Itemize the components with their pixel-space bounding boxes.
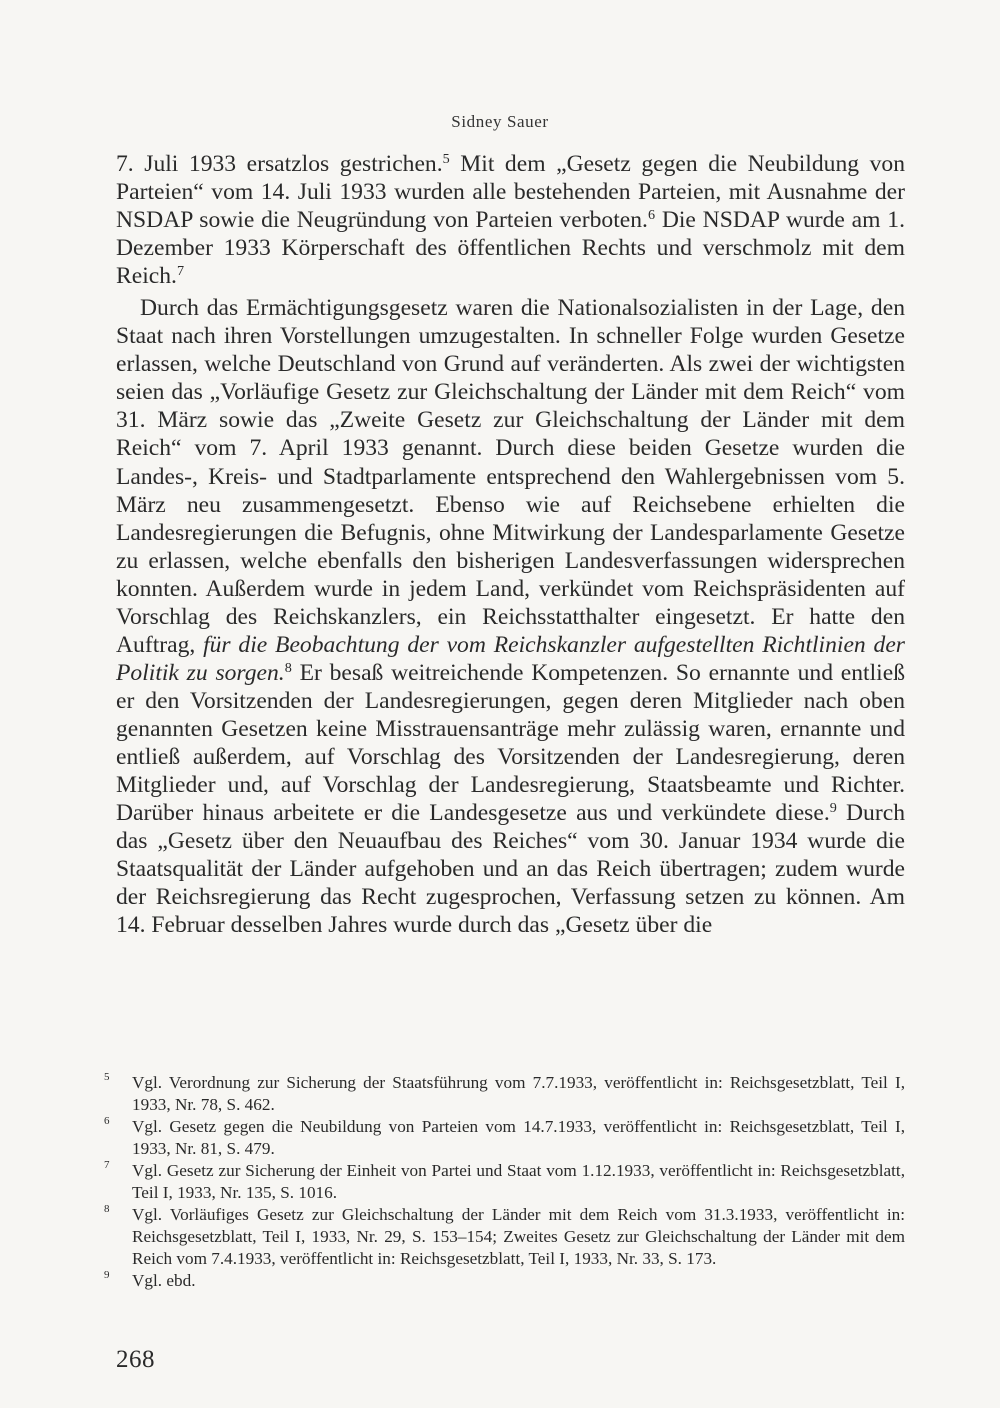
footnote-5 bbox=[104, 1072, 905, 1116]
p1-text-c: Die NSDAP wurde am 1. Dezember 1933 Körperschaft des öffentlichen Rechts und verschmolz mit dem Reich. bbox=[116, 207, 905, 290]
footnote-number: 8 bbox=[104, 1203, 110, 1215]
main-text bbox=[116, 150, 905, 939]
footnote-ref-6[interactable]: 6 bbox=[647, 207, 656, 224]
footnote-7 bbox=[104, 1160, 905, 1204]
footnotes bbox=[104, 1072, 905, 1292]
footnote-9 bbox=[104, 1270, 905, 1292]
footnote-number: 5 bbox=[104, 1071, 110, 1083]
p2-text-a: Durch das Ermächtigungsgesetz waren die Nationalsozialisten in der Lage, den Staat nach ihren Vorstellungen umzugestalten. In schneller Folge wurden Gesetze erlassen, welche Deutschland von Grund auf veränderten. Als zwei der wichtigsten seien das „Vorläufige Gesetz zur Gleichschaltung der Länder mit dem Reich“ vom 31. März sowie das „Zweite Gesetz zur Gleichschaltung der Länder mit dem Reich“ vom 7. April 1933 genannt. Durch diese beiden Gesetze wurden die Landes-, Kreis- und Stadtparlamente entsprechend den Wahlergebnissen vom 5. März neu zusammengesetzt. Ebenso wie auf Reichsebene erhielten die Landesregierungen die Befugnis, ohne Mitwirkung der Landesparlamente Gesetze zu erlassen, welche ebenfalls den bisherigen Landesverfassungen widersprechen konnten. Außerdem wurde in jedem Land, verkündet vom Reichspräsidenten auf Vorschlag des Reichskanzlers, ein Reichsstatthalter eingesetzt. Er hatte den Auftrag, bbox=[116, 295, 905, 658]
footnote-number: 6 bbox=[104, 1115, 110, 1127]
p2-italic-quote: für die Beobachtung der vom Reichskanzler aufgestellten Richtlinien der Politik zu sorgen. bbox=[116, 631, 905, 686]
footnote-ref-9[interactable]: 9 bbox=[829, 800, 837, 817]
paragraph-2 bbox=[116, 294, 905, 939]
running-header: Sidney Sauer bbox=[451, 112, 549, 131]
footnote-number: 9 bbox=[104, 1269, 110, 1281]
footnote-text: Vgl. Verordnung zur Sicherung der Staatsführung vom 7.7.1933, veröffentlicht in: Reichsgesetzblatt, Teil I, 1933, Nr. 78, S. 462. bbox=[132, 1073, 905, 1114]
footnote-text: Vgl. Gesetz gegen die Neubildung von Parteien vom 14.7.1933, veröffentlicht in: Reichsgesetzblatt, Teil I, 1933, Nr. 81, S. 479. bbox=[132, 1117, 905, 1158]
footnote-text: Vgl. Vorläufiges Gesetz zur Gleichschaltung der Länder mit dem Reich vom 31.3.1933, veröffentlicht in: Reichsgesetzblatt, Teil I, 1933, Nr. 29, S. 153–154; Zweites Gesetz zur Gleichschaltung der Länder mit dem Reich vom 7.4.1933, veröffentlicht in: Reichsgesetzblatt, Teil I, 1933, Nr. 33, S. 173. bbox=[132, 1205, 905, 1268]
footnote-ref-5[interactable]: 5 bbox=[442, 151, 450, 168]
footnote-ref-7[interactable]: 7 bbox=[176, 263, 185, 280]
footnote-8 bbox=[104, 1204, 905, 1270]
p2-text-b: Er besaß weitreichende Kompetenzen. So ernannte und entließ er den Vorsitzenden der Landesregierungen, gegen deren Mitglieder nach oben genannten Gesetzen keine Misstrauensanträge mehr zulässig waren, ernannte und entließ außerdem, auf Vorschlag des Vorsitzenden der Landesregierung, deren Mitglieder und, auf Vorschlag der Landesregierung, Staatsbeamte und Richter. Darüber hinaus arbeitete er die Landesgesetze aus und verkündete diese. bbox=[116, 659, 905, 827]
footnote-text: Vgl. Gesetz zur Sicherung der Einheit von Partei und Staat vom 1.12.1933, veröffentlicht in: Reichsgesetzblatt, Teil I, 1933, Nr. 135, S. 1016. bbox=[132, 1161, 905, 1202]
footnote-number: 7 bbox=[104, 1159, 110, 1171]
p2-text-c: Durch das „Gesetz über den Neuaufbau des Reiches“ vom 30. Januar 1934 wurde die Staatsqualität der Länder aufgehoben und an das Reich übertragen; zudem wurde der Reichsregierung das Recht zugesprochen, Verfassung setzen zu können. Am 14. Februar desselben Jahres wurde durch das „Gesetz über die bbox=[116, 800, 905, 939]
p1-text-b: Mit dem „Gesetz gegen die Neubildung von Parteien“ vom 14. Juli 1933 wurden alle bestehenden Parteien, mit Ausnahme der NSDAP sowie die Neugründung von Parteien verboten. bbox=[116, 151, 905, 234]
footnote-ref-8[interactable]: 8 bbox=[284, 660, 292, 677]
footnote-6 bbox=[104, 1116, 905, 1160]
page-number: 268 bbox=[116, 1346, 155, 1373]
paragraph-1 bbox=[116, 150, 905, 290]
p1-text-a: 7. Juli 1933 ersatzlos gestrichen. bbox=[116, 151, 443, 177]
footnote-text: Vgl. ebd. bbox=[132, 1271, 196, 1290]
